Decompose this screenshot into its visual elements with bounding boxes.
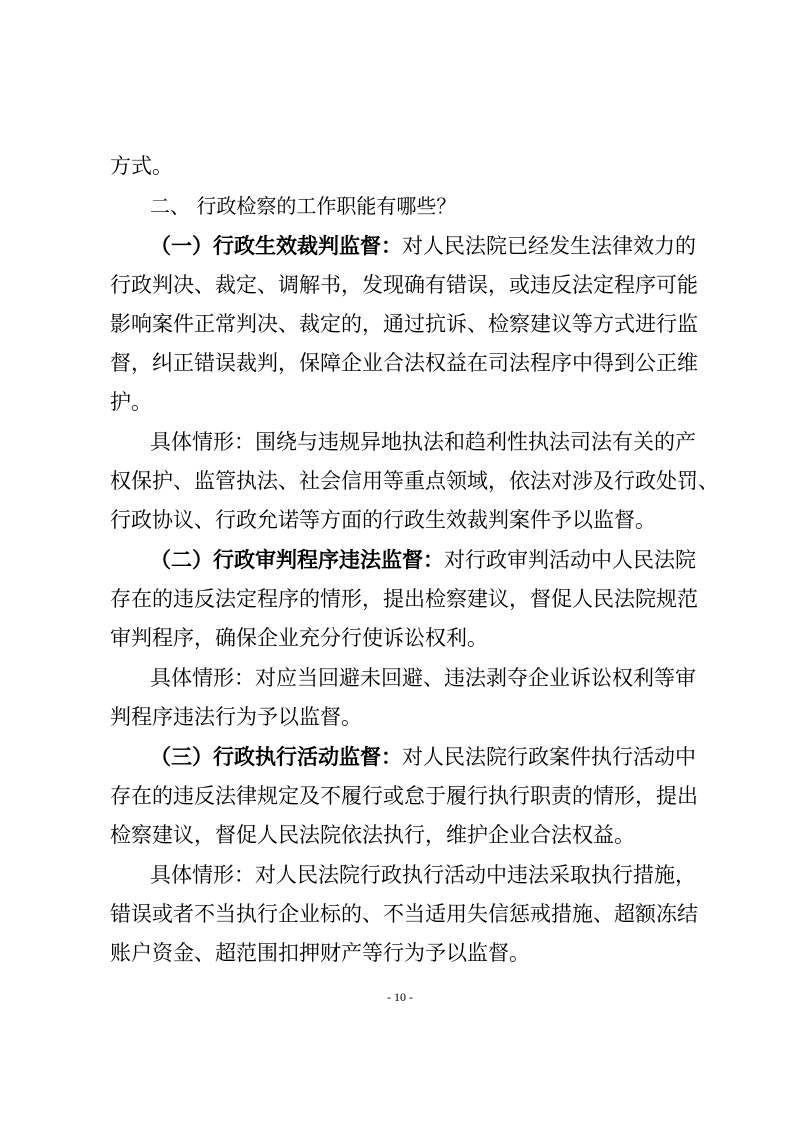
paragraph-line: [150, 232, 696, 260]
paragraph-line: 方式。: [110, 154, 173, 178]
paragraph-line: 权保护、监管执法、社会信用等重点领域，依法对涉及行政处罚、: [110, 469, 719, 493]
subsection-title: （二）行政审判程序违法监督：: [150, 547, 444, 572]
paragraph-line: 存在的违反法定程序的情形，提出检察建议，督促人民法院规范: [110, 587, 698, 611]
paragraph-line: 具体情形：对人民法院行政执行活动中违法采取执行措施，: [150, 863, 696, 887]
paragraph-line: 具体情形：围绕与违规异地执法和趋利性执法司法有关的产: [150, 430, 696, 454]
paragraph-text: 对行政审判活动中人民法院: [444, 548, 696, 572]
paragraph-line: 行政协议、行政允诺等方面的行政生效裁判案件予以监督。: [110, 508, 656, 532]
paragraph-line: 错误或者不当执行企业标的、不当适用失信惩戒措施、超额冻结: [110, 902, 698, 926]
paragraph-line: 具体情形：对应当回避未回避、违法剥夺企业诉讼权利等审: [150, 666, 696, 690]
paragraph-line: 账户资金、超范围扣押财产等行为予以监督。: [110, 941, 530, 965]
paragraph-line: 审判程序，确保企业充分行使诉讼权利。: [110, 626, 488, 650]
paragraph-line: 督，纠正错误裁判，保障企业合法权益在司法程序中得到公正维: [110, 351, 698, 375]
paragraph-line: [150, 546, 696, 574]
subsection-title: （一）行政生效裁判监督：: [150, 233, 402, 258]
paragraph-line: 判程序违法行为予以监督。: [110, 705, 362, 729]
paragraph-line: 行政判决、裁定、调解书，发现确有错误，或违反法定程序可能: [110, 273, 698, 297]
paragraph-line: 存在的违反法律规定及不履行或怠于履行执行职责的情形，提出: [110, 784, 698, 808]
paragraph-line: 影响案件正常判决、裁定的，通过抗诉、检察建议等方式进行监: [110, 312, 698, 336]
paragraph-line: 护。: [110, 390, 152, 414]
paragraph-line: [150, 743, 696, 771]
subsection-title: （三）行政执行活动监督：: [150, 744, 402, 769]
page-number: - 10 -: [387, 990, 413, 1004]
paragraph-text: 对人民法院行政案件执行活动中: [402, 745, 696, 769]
section-heading: 二、 行政检察的工作职能有哪些？: [150, 194, 457, 218]
paragraph-text: 对人民法院已经发生法律效力的: [402, 234, 696, 258]
paragraph-line: 检察建议，督促人民法院依法执行，维护企业合法权益。: [110, 823, 635, 847]
